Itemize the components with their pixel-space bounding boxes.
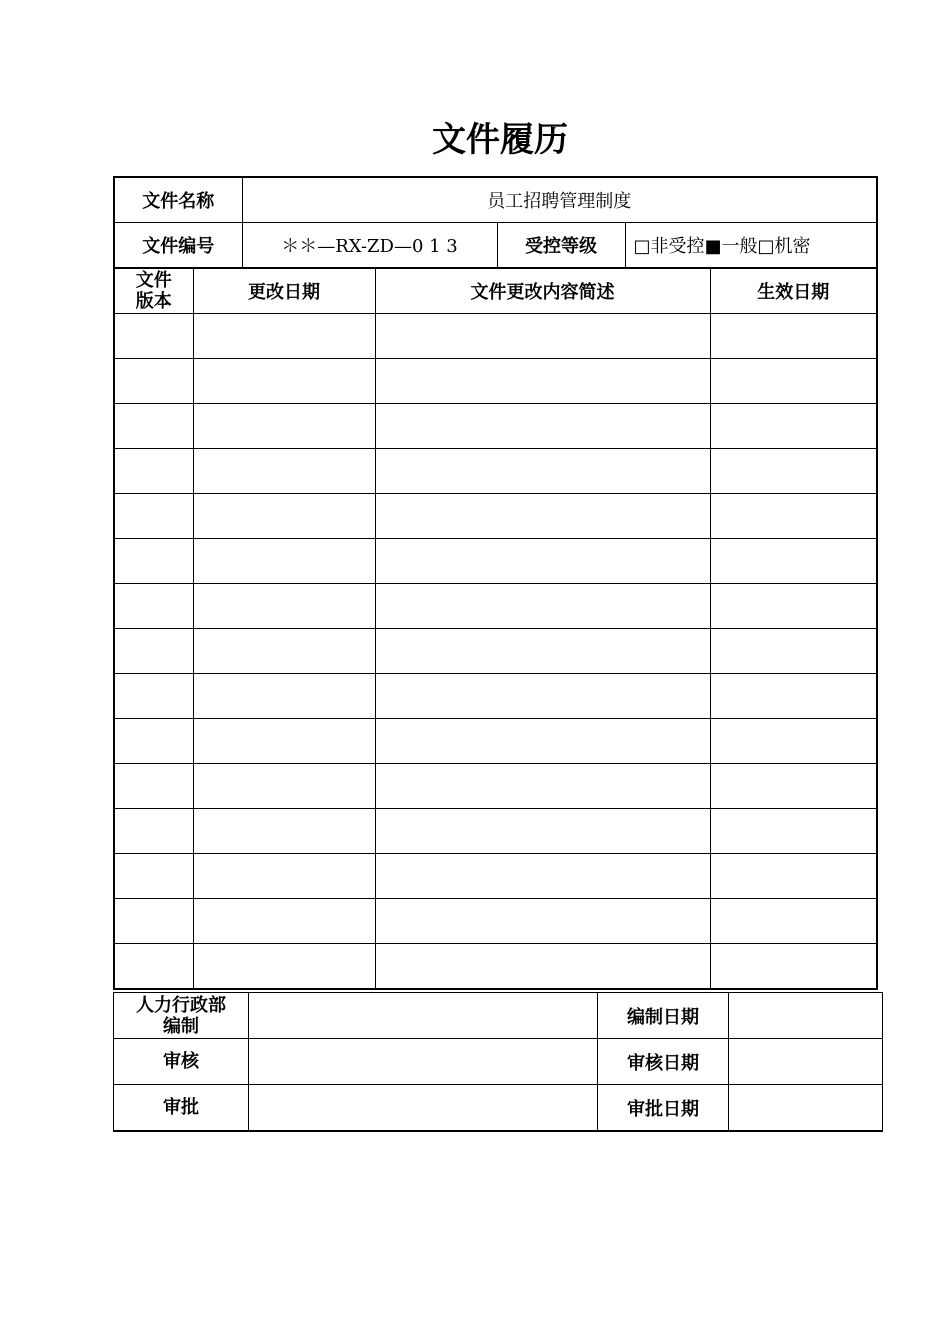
cell-effective-date[interactable] [710,494,877,539]
cell-version[interactable] [114,449,193,494]
cell-change-summary[interactable] [375,584,710,629]
cell-change-date[interactable] [193,674,375,719]
cell-version[interactable] [114,539,193,584]
table-row [114,314,877,359]
signoff-row [114,1085,883,1132]
file-number-row [114,223,877,269]
history-header-row [114,268,877,314]
cell-change-summary[interactable] [375,494,710,539]
signoff-role-label: 审核 [114,1039,249,1085]
column-header-change-summary: 文件更改内容简述 [375,268,710,314]
cell-change-date[interactable] [193,494,375,539]
cell-change-summary[interactable] [375,944,710,990]
column-header-change-date: 更改日期 [193,268,375,314]
cell-version[interactable] [114,359,193,404]
cell-change-date[interactable] [193,449,375,494]
signoff-row [114,1039,883,1085]
cell-change-summary[interactable] [375,629,710,674]
cell-version[interactable] [114,629,193,674]
cell-effective-date[interactable] [710,359,877,404]
cell-version[interactable] [114,674,193,719]
cell-effective-date[interactable] [710,674,877,719]
cell-effective-date[interactable] [710,719,877,764]
table-row [114,719,877,764]
signature-field[interactable] [249,1039,598,1085]
history-rows [114,314,877,990]
cell-change-summary[interactable] [375,449,710,494]
cell-change-date[interactable] [193,854,375,899]
cell-change-date[interactable] [193,629,375,674]
cell-effective-date[interactable] [710,944,877,990]
file-info-table [113,176,878,269]
cell-version[interactable] [114,404,193,449]
cell-change-summary[interactable] [375,899,710,944]
cell-version[interactable] [114,584,193,629]
cell-effective-date[interactable] [710,629,877,674]
signoff-date-field[interactable] [729,1085,883,1132]
revision-history-table [113,267,878,990]
cell-change-date[interactable] [193,944,375,990]
signoff-role-label: 审批 [114,1085,249,1132]
cell-change-summary[interactable] [375,809,710,854]
table-row [114,494,877,539]
cell-change-summary[interactable] [375,764,710,809]
file-name-label: 文件名称 [114,177,242,223]
cell-version[interactable] [114,809,193,854]
table-row [114,359,877,404]
cell-version[interactable] [114,899,193,944]
file-number-value[interactable]: ＊＊—RX-ZD—0 1 3 [242,223,497,269]
cell-change-date[interactable] [193,359,375,404]
control-level-options[interactable]: □非受控■一般□机密 [625,223,877,269]
cell-version[interactable] [114,314,193,359]
cell-effective-date[interactable] [710,809,877,854]
table-row [114,449,877,494]
cell-version[interactable] [114,494,193,539]
table-row [114,674,877,719]
table-row [114,629,877,674]
file-number-label: 文件编号 [114,223,242,269]
signoff-role-label: 人力行政部 编制 [114,993,249,1039]
cell-change-date[interactable] [193,764,375,809]
cell-change-summary[interactable] [375,719,710,764]
cell-effective-date[interactable] [710,899,877,944]
cell-version[interactable] [114,764,193,809]
cell-effective-date[interactable] [710,539,877,584]
signoff-rows [114,993,883,1132]
control-level-label: 受控等级 [497,223,625,269]
document-title: 文件履历 [432,120,568,160]
cell-effective-date[interactable] [710,584,877,629]
table-row [114,584,877,629]
cell-change-summary[interactable] [375,404,710,449]
cell-effective-date[interactable] [710,449,877,494]
table-row [114,404,877,449]
signature-field[interactable] [249,993,598,1039]
cell-version[interactable] [114,944,193,990]
signoff-date-field[interactable] [729,1039,883,1085]
cell-change-summary[interactable] [375,854,710,899]
signoff-date-field[interactable] [729,993,883,1039]
table-row [114,944,877,990]
signoff-row [114,993,883,1039]
table-row [114,809,877,854]
table-row [114,899,877,944]
cell-change-summary[interactable] [375,314,710,359]
cell-change-date[interactable] [193,584,375,629]
cell-change-summary[interactable] [375,539,710,584]
cell-effective-date[interactable] [710,854,877,899]
cell-version[interactable] [114,854,193,899]
cell-change-summary[interactable] [375,674,710,719]
table-row [114,764,877,809]
cell-effective-date[interactable] [710,404,877,449]
signoff-date-label: 审批日期 [598,1085,729,1132]
file-name-row [114,177,877,223]
signoff-table [113,992,883,1132]
column-header-version: 文件 版本 [114,268,193,314]
signoff-date-label: 审核日期 [598,1039,729,1085]
cell-change-summary[interactable] [375,359,710,404]
file-name-value[interactable]: 员工招聘管理制度 [242,177,877,223]
signoff-date-label: 编制日期 [598,993,729,1039]
cell-version[interactable] [114,719,193,764]
table-row [114,854,877,899]
signature-field[interactable] [249,1085,598,1132]
table-row [114,539,877,584]
column-header-effective-date: 生效日期 [710,268,877,314]
cell-change-date[interactable] [193,404,375,449]
cell-change-date[interactable] [193,899,375,944]
cell-effective-date[interactable] [710,314,877,359]
cell-change-date[interactable] [193,809,375,854]
cell-change-date[interactable] [193,539,375,584]
cell-change-date[interactable] [193,314,375,359]
cell-effective-date[interactable] [710,764,877,809]
cell-change-date[interactable] [193,719,375,764]
